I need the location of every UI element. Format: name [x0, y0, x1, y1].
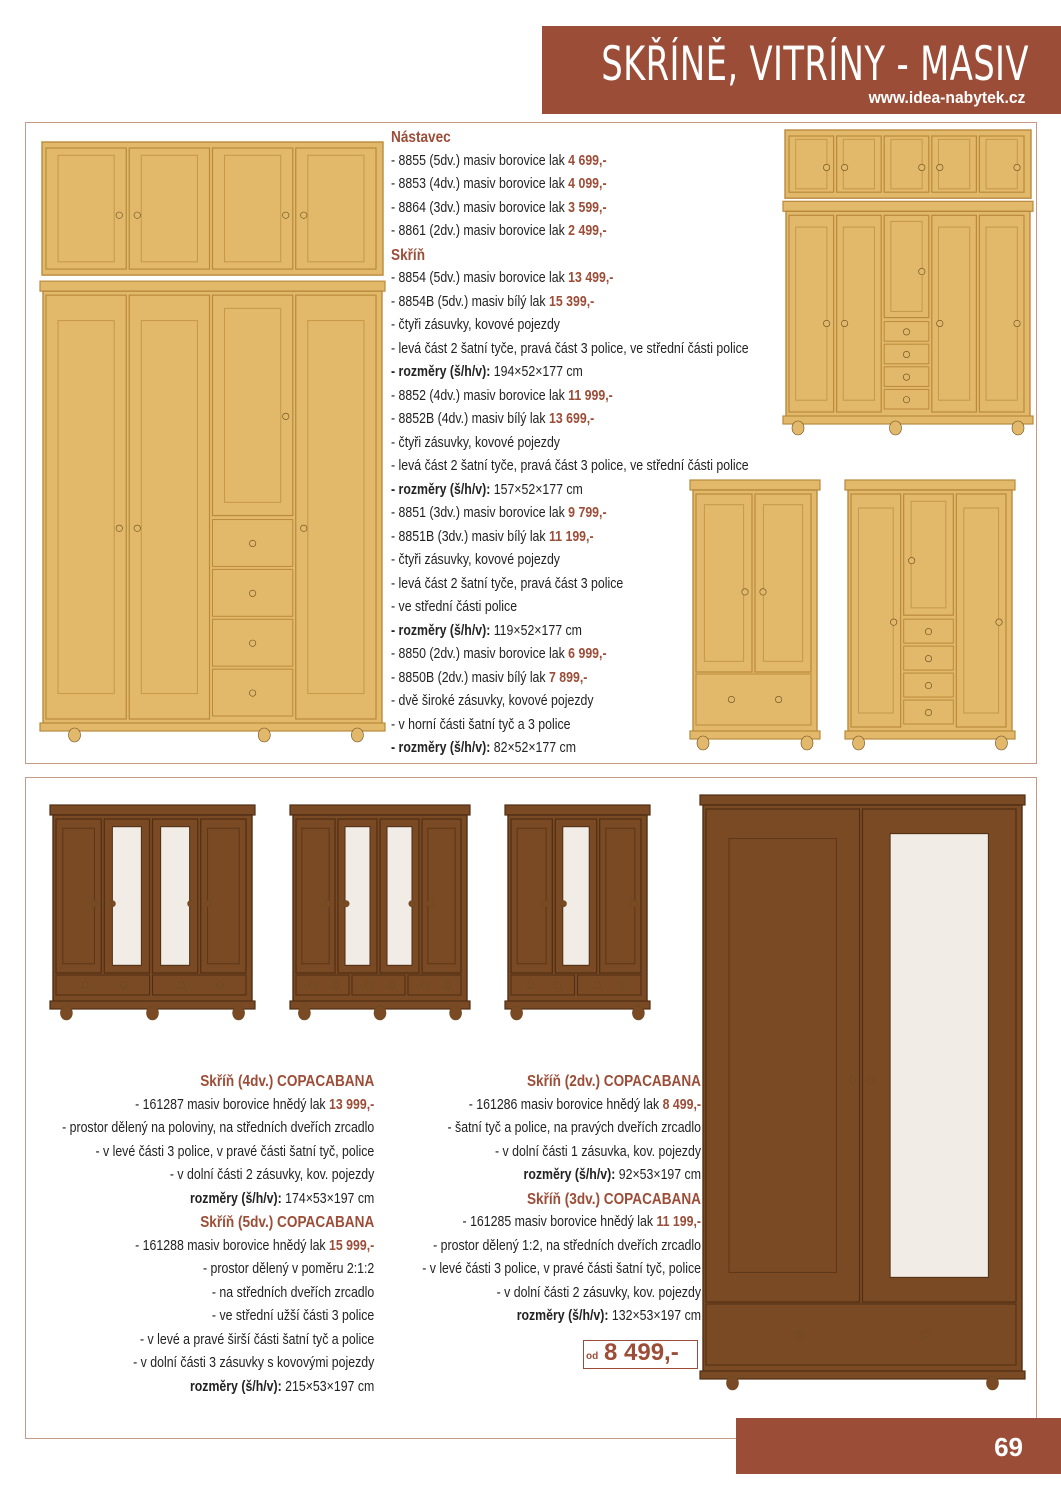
- feature-line: - v levé části 3 police, v pravé části šatní tyč, police: [95, 1143, 374, 1160]
- product-line: [391, 385, 749, 409]
- door-knob: [301, 525, 307, 531]
- door-knob: [554, 982, 560, 988]
- dimensions-line: [391, 479, 749, 503]
- wardrobe-3dv-image: [845, 480, 1015, 755]
- product-price: 15 399,-: [549, 293, 595, 310]
- product-price: 4 699,-: [568, 152, 607, 169]
- dimensions-label: - rozměry (š/h/v):: [391, 364, 491, 380]
- door-knob: [109, 901, 115, 907]
- product-line: [62, 1094, 374, 1118]
- door-knob: [621, 982, 627, 988]
- product-line: [422, 1094, 701, 1118]
- feature-line: - prostor dělený v poměru 2:1:2: [202, 1261, 374, 1277]
- price-prefix: od: [586, 1351, 599, 1362]
- mirror-panel: [890, 834, 988, 1278]
- door-knob: [937, 164, 943, 170]
- section-heading: Nástavec: [391, 129, 451, 146]
- feature-line: - prostor dělený na poloviny, na středních dveřích zrcadlo: [61, 1120, 374, 1136]
- dimensions-value: 92×53×197 cm: [615, 1167, 701, 1183]
- door-knob: [775, 696, 781, 702]
- cornice: [50, 805, 255, 815]
- door-knob: [1014, 164, 1020, 170]
- wardrobe-5dv-image: [783, 130, 1033, 440]
- dimensions-value: 215×53×197 cm: [281, 1378, 374, 1395]
- price-amount: 8 499,-: [604, 1339, 679, 1366]
- feature-line: - v dolní části 2 zásuvky, kov. pojezdy: [169, 1167, 374, 1183]
- product-price: 13 699,-: [549, 411, 595, 427]
- section-heading: Skříň (2dv.) COPACABANA: [526, 1073, 701, 1090]
- product-description: - 8861 (2dv.) masiv borovice lak: [391, 223, 569, 239]
- door-knob: [134, 212, 140, 218]
- product-description: - 8851 (3dv.) masiv borovice lak: [391, 505, 569, 521]
- copacabana-2dv-3dv-spec-list: [422, 1070, 701, 1329]
- page-title: SKŘÍNĚ, VITRÍNY - MASIV: [601, 37, 1029, 92]
- price-tag: [583, 1340, 698, 1369]
- drawer: [511, 975, 575, 995]
- mirror-panel: [161, 827, 190, 966]
- plinth: [505, 1001, 650, 1009]
- door-knob: [91, 901, 97, 907]
- foot: [60, 1006, 72, 1020]
- door-knob: [283, 212, 289, 218]
- plinth: [783, 416, 1033, 424]
- product-line: [391, 526, 749, 550]
- dimensions-line: [62, 1188, 374, 1212]
- dimensions-line: [422, 1164, 701, 1188]
- door-knob: [925, 655, 931, 661]
- foot: [374, 1006, 386, 1020]
- feature-line: - levá část 2 šatní tyče, pravá část 3 police: [391, 575, 624, 592]
- feature-line: - čtyři zásuvky, kovové pojezdy: [391, 552, 560, 568]
- door-knob: [444, 982, 450, 988]
- product-price: 6 999,-: [568, 646, 607, 662]
- product-description: - 161288 masiv borovice hnědý lak: [134, 1237, 329, 1254]
- feature-line: - na středních dveřích zrcadlo: [211, 1284, 374, 1301]
- foot: [450, 1006, 462, 1020]
- product-line: [391, 150, 749, 174]
- door-knob: [301, 212, 307, 218]
- door-knob: [388, 982, 394, 988]
- feature-line: - v dolní části 1 zásuvka, kov. pojezdy: [495, 1143, 701, 1160]
- foot: [632, 1006, 644, 1020]
- dimensions-label: rozměry (š/h/v):: [523, 1167, 616, 1183]
- cornice: [783, 201, 1033, 211]
- feature-line: - čtyři zásuvky, kovové pojezdy: [391, 434, 560, 451]
- door-knob: [797, 1331, 803, 1337]
- door-knob: [919, 268, 925, 274]
- cornice: [700, 795, 1025, 805]
- door-knob: [919, 164, 925, 170]
- copacabana-2dv-image: [700, 795, 1025, 1395]
- section-heading: Skříň (3dv.) COPACABANA: [526, 1190, 701, 1208]
- door-knob: [903, 374, 909, 380]
- dimensions-line: [391, 737, 749, 761]
- door-knob: [542, 901, 548, 907]
- foot: [995, 736, 1007, 750]
- drawer: [296, 975, 349, 995]
- product-line: [391, 220, 749, 244]
- product-price: 4 099,-: [568, 176, 607, 192]
- door-knob: [849, 1077, 855, 1083]
- foot: [147, 1006, 159, 1020]
- product-line: [391, 643, 749, 667]
- product-price: 15 999,-: [328, 1237, 374, 1254]
- door-knob: [908, 557, 914, 563]
- door-knob: [841, 320, 847, 326]
- door-knob: [422, 982, 428, 988]
- door-knob: [867, 1077, 873, 1083]
- product-line: [391, 173, 749, 197]
- foot: [511, 1006, 523, 1020]
- feature-line: - levá část 2 šatní tyče, pravá část 3 police, ve střední části police: [391, 458, 749, 474]
- door-knob: [82, 982, 88, 988]
- section-heading: Skříň: [391, 246, 426, 264]
- dimensions-value: 82×52×177 cm: [490, 740, 576, 756]
- feature-line: - v levé části 3 police, v pravé části šatní tyč, police: [422, 1261, 701, 1277]
- dimensions-label: - rozměry (š/h/v):: [391, 740, 491, 756]
- product-price: 2 499,-: [568, 223, 607, 239]
- door-knob: [332, 982, 338, 988]
- foot: [853, 736, 865, 750]
- drawer: [56, 975, 150, 995]
- feature-line: - v levé a pravé širší části šatní tyč a police: [139, 1331, 374, 1348]
- door-knob: [249, 690, 255, 696]
- door-knob: [1014, 320, 1020, 326]
- door-knob: [631, 901, 637, 907]
- foot: [69, 728, 81, 742]
- product-line: [391, 267, 749, 291]
- foot: [351, 728, 363, 742]
- feature-line: - dvě široké zásuvky, kovové pojezdy: [391, 693, 594, 709]
- feature-line: - čtyři zásuvky, kovové pojezdy: [391, 317, 560, 333]
- door-knob: [903, 396, 909, 402]
- product-description: - 8850B (2dv.) masiv bílý lak: [391, 669, 550, 686]
- product-description: - 8854B (5dv.) masiv bílý lak: [391, 293, 550, 310]
- feature-line: - prostor dělený 1:2, na středních dveřích zrcadlo: [433, 1237, 701, 1254]
- feature-line: - v dolní části 3 zásuvky s kovovými pojezdy: [132, 1355, 374, 1371]
- mirror-panel: [345, 827, 370, 966]
- feature-line: - v horní části šatní tyč a 3 police: [391, 716, 571, 733]
- dimensions-value: 174×53×197 cm: [281, 1190, 374, 1207]
- foot: [298, 1006, 310, 1020]
- door-knob: [903, 329, 909, 335]
- dimensions-line: [391, 361, 749, 385]
- cornice: [845, 480, 1015, 490]
- mirror-panel: [112, 827, 141, 966]
- feature-line: - ve střední užší části 3 police: [211, 1308, 374, 1324]
- product-line: [62, 1235, 374, 1259]
- product-description: - 8852B (4dv.) masiv bílý lak: [391, 411, 550, 427]
- foot: [258, 728, 270, 742]
- dimensions-label: rozměry (š/h/v):: [516, 1308, 609, 1324]
- door-knob: [116, 212, 122, 218]
- product-description: - 8852 (4dv.) masiv borovice lak: [391, 387, 569, 404]
- product-line: [391, 667, 749, 691]
- copacabana-5dv-image: [290, 805, 470, 1025]
- door-knob: [937, 320, 943, 326]
- product-price: 13 999,-: [328, 1096, 374, 1113]
- product-price: 8 499,-: [662, 1096, 701, 1113]
- door-knob: [343, 901, 349, 907]
- section-heading: Skříň (5dv.) COPACABANA: [199, 1214, 374, 1231]
- product-line: [391, 408, 749, 432]
- product-description: - 8855 (5dv.) masiv borovice lak: [391, 152, 569, 169]
- dimensions-label: rozměry (š/h/v):: [189, 1190, 282, 1207]
- dimensions-value: 157×52×177 cm: [490, 481, 583, 498]
- door-knob: [206, 901, 212, 907]
- product-line: [391, 502, 749, 526]
- product-price: 11 199,-: [656, 1214, 701, 1230]
- footer-banner: [736, 1418, 1061, 1474]
- dimensions-line: [391, 620, 749, 644]
- door-knob: [249, 540, 255, 546]
- door-knob: [890, 619, 896, 625]
- page-number: 69: [994, 1432, 1023, 1462]
- door-knob: [528, 982, 534, 988]
- copacabana-3dv-image: [505, 805, 650, 1025]
- dimensions-line: [62, 1376, 374, 1400]
- pine-spec-list: [391, 126, 749, 761]
- door-knob: [120, 982, 126, 988]
- door-knob: [188, 901, 194, 907]
- feature-line: - ve střední části police: [391, 599, 518, 615]
- product-line: [391, 291, 749, 315]
- drawer: [408, 975, 461, 995]
- product-description: - 161285 masiv borovice hnědý lak: [462, 1214, 657, 1230]
- product-price: 7 899,-: [549, 669, 588, 686]
- dimensions-value: 119×52×177 cm: [490, 622, 582, 639]
- door-knob: [760, 589, 766, 595]
- door-knob: [996, 619, 1002, 625]
- website-url[interactable]: www.idea-nabytek.cz: [868, 88, 1025, 107]
- header-banner: [542, 26, 1061, 114]
- product-description: - 8853 (4dv.) masiv borovice lak: [391, 176, 569, 192]
- product-description: - 8850 (2dv.) masiv borovice lak: [391, 646, 569, 662]
- dimensions-label: - rozměry (š/h/v):: [391, 622, 491, 639]
- door-knob: [134, 525, 140, 531]
- drawer: [578, 975, 642, 995]
- cornice: [40, 281, 385, 291]
- feature-line: - šatní tyč a police, na pravých dveřích zrcadlo: [447, 1120, 701, 1136]
- product-price: 13 499,-: [568, 270, 614, 286]
- door-knob: [366, 982, 372, 988]
- door-knob: [560, 901, 566, 907]
- door-knob: [925, 628, 931, 634]
- cornice: [290, 805, 470, 815]
- door-knob: [249, 590, 255, 596]
- door-knob: [841, 164, 847, 170]
- door-knob: [823, 320, 829, 326]
- feature-line: - levá část 2 šatní tyče, pravá část 3 police, ve střední části police: [391, 340, 749, 357]
- product-price: 9 799,-: [568, 505, 607, 521]
- dimensions-label: rozměry (š/h/v):: [189, 1378, 282, 1395]
- drawer: [352, 975, 405, 995]
- drawer: [706, 1304, 1016, 1365]
- door-knob: [325, 901, 331, 907]
- dimensions-line: [422, 1305, 701, 1329]
- door-knob: [925, 682, 931, 688]
- door-knob: [116, 525, 122, 531]
- product-description: - 161287 masiv borovice hnědý lak: [134, 1096, 329, 1113]
- door-knob: [903, 351, 909, 357]
- foot: [233, 1006, 245, 1020]
- product-price: 11 199,-: [549, 528, 594, 545]
- product-price: 11 999,-: [568, 387, 613, 404]
- feature-line: - v dolní části 2 zásuvky, kov. pojezdy: [496, 1284, 701, 1301]
- foot: [727, 1376, 739, 1390]
- product-line: [422, 1211, 701, 1235]
- foot: [890, 421, 902, 435]
- door-knob: [925, 709, 931, 715]
- door-knob: [427, 901, 433, 907]
- product-price: 3 599,-: [568, 199, 607, 216]
- door-knob: [178, 982, 184, 988]
- copacabana-4dv-5dv-spec-list: [62, 1070, 374, 1399]
- dimensions-value: 132×53×197 cm: [608, 1308, 701, 1324]
- foot: [792, 421, 804, 435]
- product-description: - 8854 (5dv.) masiv borovice lak: [391, 270, 569, 286]
- product-description: - 8851B (3dv.) masiv bílý lak: [391, 528, 550, 545]
- product-description: - 161286 masiv borovice hnědý lak: [468, 1096, 663, 1113]
- plinth: [845, 731, 1015, 739]
- door-knob: [217, 982, 223, 988]
- drawer: [153, 975, 247, 995]
- wardrobe-5dv-with-top-image: [40, 142, 385, 747]
- foot: [987, 1376, 999, 1390]
- plinth: [40, 723, 385, 731]
- door-knob: [249, 640, 255, 646]
- dimensions-value: 194×52×177 cm: [490, 364, 583, 380]
- door-knob: [283, 413, 289, 419]
- foot: [801, 736, 813, 750]
- section-heading: Skříň (4dv.) COPACABANA: [199, 1073, 374, 1090]
- mirror-panel: [387, 827, 412, 966]
- door-knob: [922, 1331, 928, 1337]
- dimensions-label: - rozměry (š/h/v):: [391, 481, 491, 498]
- plinth: [700, 1371, 1025, 1379]
- door-knob: [310, 982, 316, 988]
- door-knob: [409, 901, 415, 907]
- door-knob: [823, 164, 829, 170]
- mirror-panel: [563, 827, 589, 966]
- cornice: [505, 805, 650, 815]
- copacabana-4dv-image: [50, 805, 255, 1025]
- product-line: [391, 197, 749, 221]
- door-knob: [594, 982, 600, 988]
- product-description: - 8864 (3dv.) masiv borovice lak: [391, 199, 569, 216]
- foot: [1012, 421, 1024, 435]
